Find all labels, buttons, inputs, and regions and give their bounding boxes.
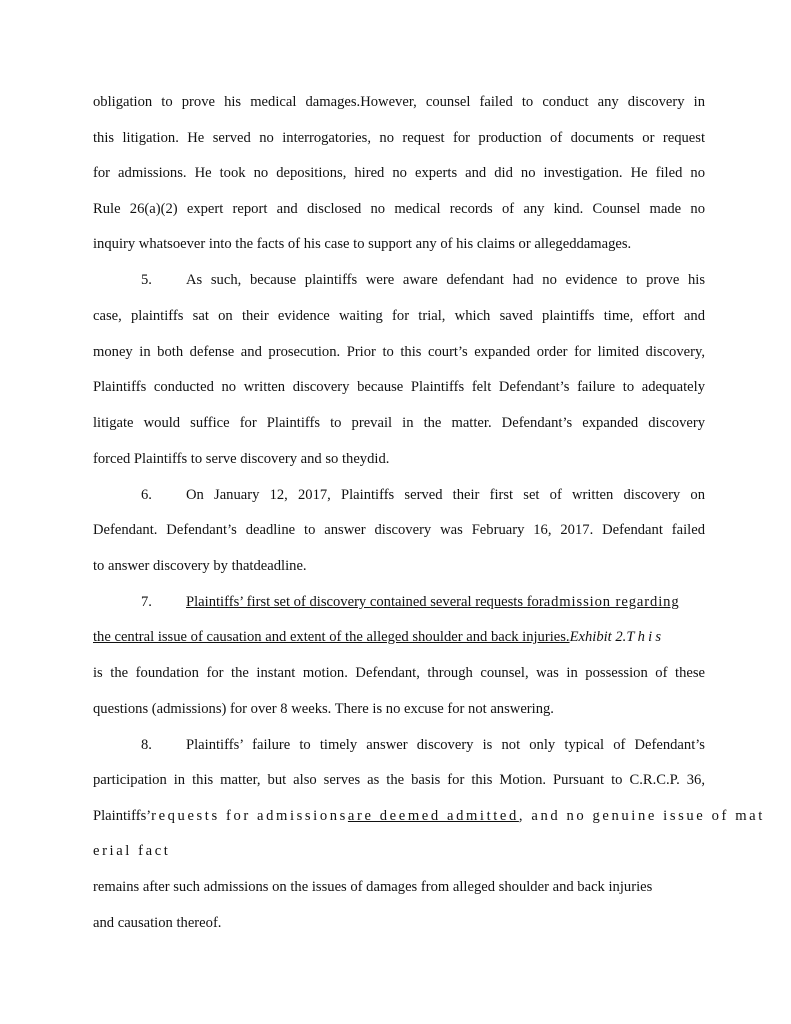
paragraph-5-first-line xyxy=(93,270,705,290)
body-text-line: participation in this matter, but also serves as the basis for this Motion. Pursuant to C.R.C.P. 36, xyxy=(93,772,705,788)
body-text-line: Rule 26(a)(2) expert report and disclosed no medical records of any kind. Counsel made no xyxy=(93,201,705,217)
body-text: Plaintiffs’ xyxy=(93,808,152,824)
paragraph-number: 8. xyxy=(141,737,152,753)
body-text-line: Plaintiffs conducted no written discovery because Plaintiffs felt Defendant’s failure to adequately xyxy=(93,379,705,395)
body-text: As such, because plaintiffs were aware defendant had no evidence to prove his xyxy=(186,272,705,288)
body-text-line: case, plaintiffs sat on their evidence waiting for trial, which saved plaintiffs time, effort and xyxy=(93,308,705,324)
underlined-text: the central issue of causation and extent of the alleged shoulder and back injuries. xyxy=(93,629,570,645)
body-text: Plaintiffs’ failure to timely answer discovery is not only typical of Defendant’s xyxy=(186,737,705,753)
body-text-line: and causation thereof. xyxy=(93,915,222,931)
paragraph-8-third-line xyxy=(93,806,765,826)
paragraph-number: 5. xyxy=(141,272,152,288)
body-text-line: this litigation. He served no interrogatories, no request for production of documents or request xyxy=(93,130,705,146)
body-text-line: inquiry whatsoever into the facts of his case to support any of his claims or allegeddamages. xyxy=(93,236,632,252)
body-text-line: money in both defense and prosecution. Prior to this court’s expanded order for limited discovery, xyxy=(93,344,705,360)
body-text-line: to answer discovery by thatdeadline. xyxy=(93,558,307,574)
underlined-text: Plaintiffs’ first set of discovery contained several requests for xyxy=(186,594,544,610)
body-text-line: for admissions. He took no depositions, hired no experts and did no investigation. He filed no xyxy=(93,165,705,181)
underlined-text: admission regarding xyxy=(543,594,680,610)
spaced-text-line: erial fact xyxy=(93,843,171,859)
paragraph-7-first-line xyxy=(93,592,713,612)
body-text-line: forced Plaintiffs to serve discovery and so theydid. xyxy=(93,451,390,467)
italic-text: This xyxy=(626,629,665,645)
paragraph-number: 7. xyxy=(141,594,152,610)
body-text-line: questions (admissions) for over 8 weeks. There is no excuse for not answering. xyxy=(93,701,554,717)
body-text-line: is the foundation for the instant motion. Defendant, through counsel, was in possession of these xyxy=(93,665,705,681)
spaced-text: , and no genuine issue of mat xyxy=(518,808,765,824)
paragraph-6-first-line xyxy=(93,485,705,505)
paragraph-8-first-line xyxy=(93,735,705,755)
spaced-text: requests for admissions xyxy=(151,808,348,824)
paragraph-number: 6. xyxy=(141,487,152,503)
paragraph-7-second-line xyxy=(93,627,713,647)
exhibit-reference: Exhibit 2. xyxy=(569,629,627,645)
body-text: On January 12, 2017, Plaintiffs served their first set of written discovery on xyxy=(186,487,705,503)
underlined-text: are deemed admitted xyxy=(347,808,519,824)
body-text-line: litigate would suffice for Plaintiffs to prevail in the matter. Defendant’s expanded discovery xyxy=(93,415,705,431)
body-text-line: obligation to prove his medical damages.However, counsel failed to conduct any discovery in xyxy=(93,94,705,110)
body-text-line: remains after such admissions on the issues of damages from alleged shoulder and back injuries xyxy=(93,879,653,895)
body-text-line: Defendant. Defendant’s deadline to answer discovery was February 16, 2017. Defendant failed xyxy=(93,522,705,538)
